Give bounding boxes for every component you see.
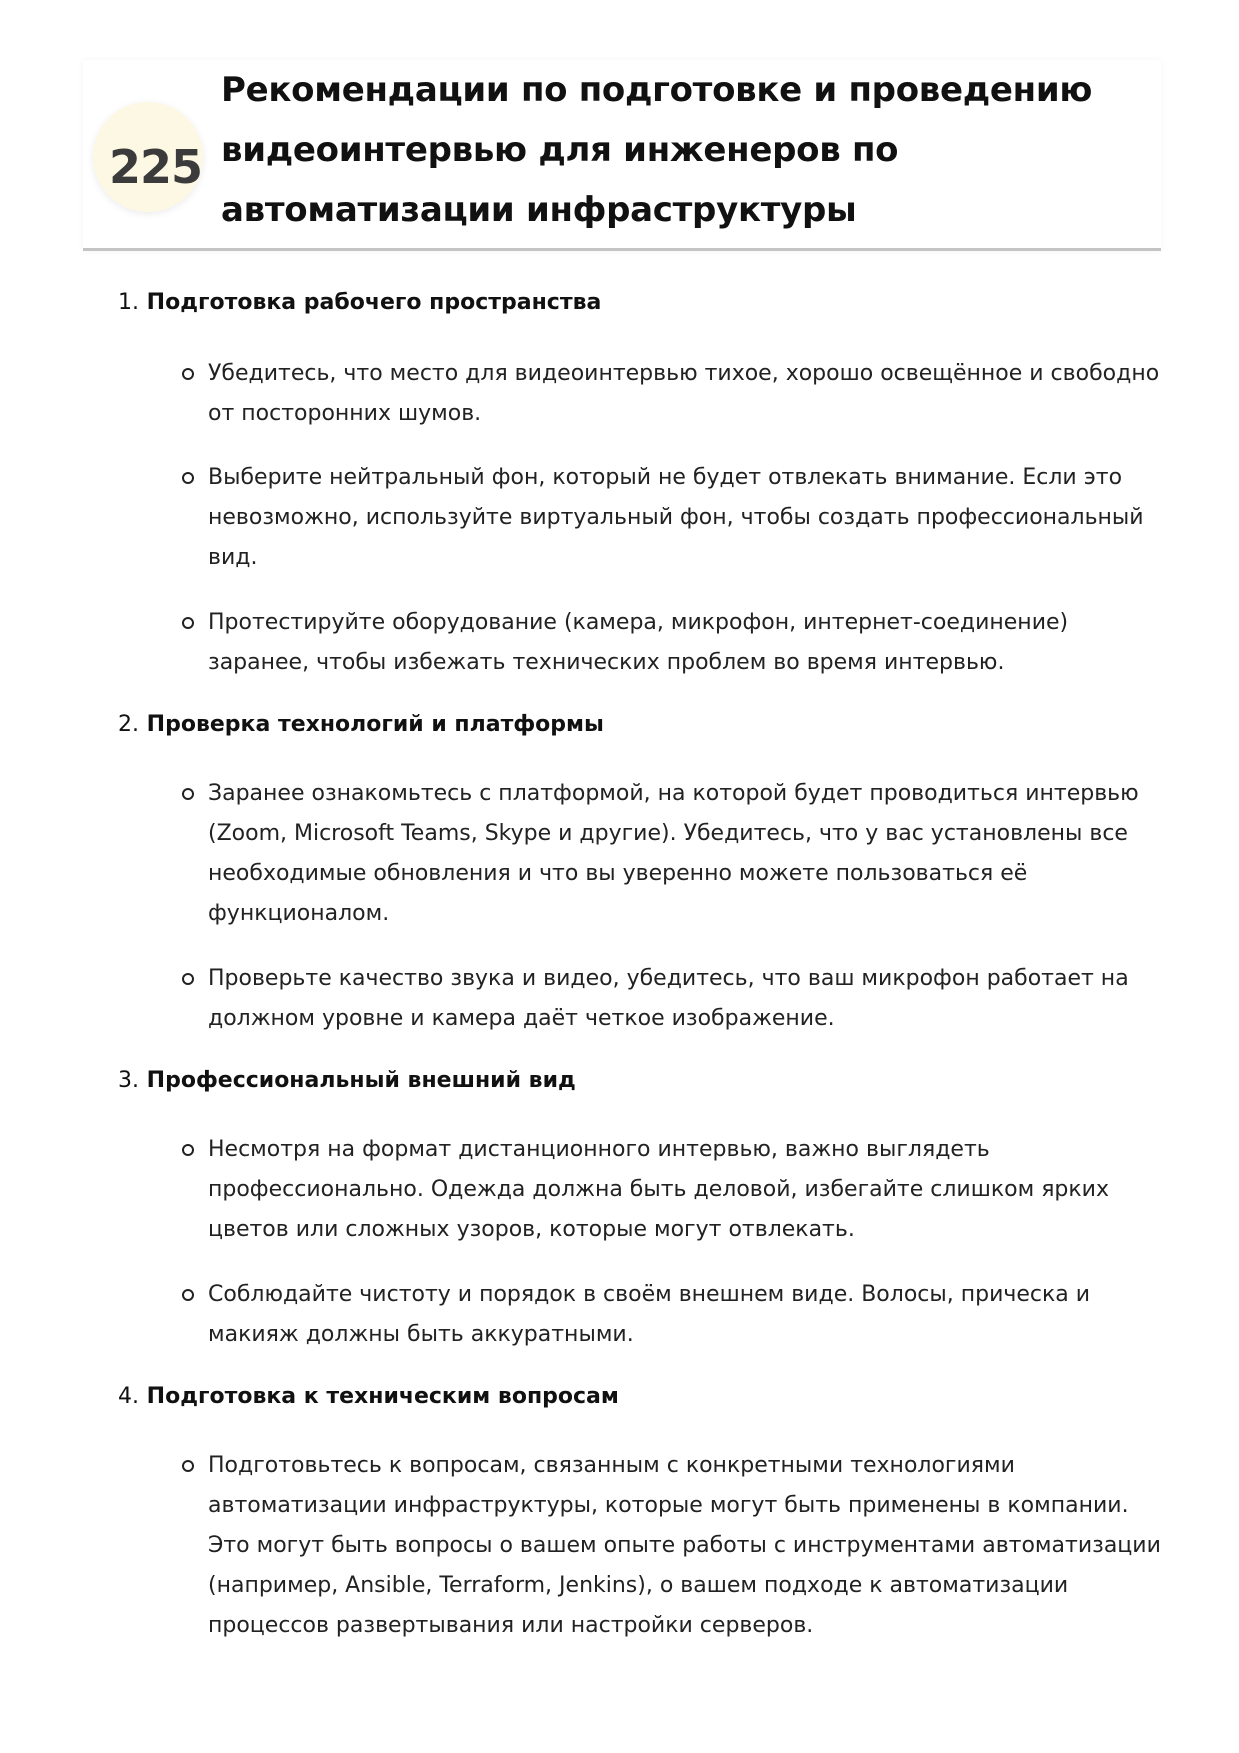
section-heading: 4. Подготовка к техническим вопросам [118,1384,619,1409]
section-heading: 3. Профессиональный внешний вид [118,1068,576,1093]
bullet-icon [182,1460,194,1472]
list-item: Убедитесь, что место для видеоинтервью тихое, хорошо освещённое и свободно от посторонних шумов. [118,354,1168,434]
section-4 [118,1382,1168,1412]
bullet-icon [182,973,194,985]
list-item: Выберите нейтральный фон, который не будет отвлекать внимание. Если это невозможно, используйте виртуальный фон, чтобы создать профессиональный вид. [118,458,1168,578]
list-item: Подготовьтесь к вопросам, связанным с конкретными технологиями автоматизации инфраструктуры, которые могут быть применены в компании. Это могут быть вопросы о вашем опыте работы с инструментами автоматизации (например, Ansible, Terraform, Jenkins), о вашем подходе к автоматизации процессов развертывания или настройки серверов. [118,1446,1168,1646]
page-number: 225 [108,140,203,194]
page-title: Рекомендации по подготовке и проведению видеоинтервью для инженеров по автоматизации инфраструктуры [221,70,1093,230]
section-2-list [118,959,1168,1039]
list-item: Соблюдайте чистоту и порядок в своём внешнем виде. Волосы, прическа и макияж должны быть аккуратными. [118,1275,1168,1355]
list-item: Протестируйте оборудование (камера, микрофон, интернет-соединение) заранее, чтобы избежать технических проблем во время интервью. [118,603,1168,683]
section-1 [118,288,1168,318]
section-3-list [118,1275,1168,1355]
list-item: Проверьте качество звука и видео, убедитесь, что ваш микрофон работает на должном уровне и камера даёт четкое изображение. [118,959,1168,1039]
section-1-list [118,458,1168,578]
bullet-icon [182,1144,194,1156]
section-2 [118,710,1168,740]
list-item: Несмотря на формат дистанционного интервью, важно выглядеть профессионально. Одежда должна быть деловой, избегайте слишком ярких цветов или сложных узоров, которые могут отвлекать. [118,1130,1168,1250]
bullet-icon [182,788,194,800]
section-2-list [118,774,1168,934]
section-3 [118,1066,1168,1096]
section-heading: 2. Проверка технологий и платформы [118,712,604,737]
section-heading: 1. Подготовка рабочего пространства [118,290,602,315]
bullet-icon [182,617,194,629]
section-3-list [118,1130,1168,1250]
bullet-icon [182,472,194,484]
page-header [83,60,1161,251]
section-4-list [118,1446,1168,1646]
bullet-icon [182,1289,194,1301]
list-item: Заранее ознакомьтесь с платформой, на которой будет проводиться интервью (Zoom, Microsoft Teams, Skype и другие). Убедитесь, что у вас установлены все необходимые обновления и что вы уверенно можете пользоваться её функционалом. [118,774,1168,934]
section-1-list [118,354,1168,434]
bullet-icon [182,368,194,380]
section-1-list [118,603,1168,683]
